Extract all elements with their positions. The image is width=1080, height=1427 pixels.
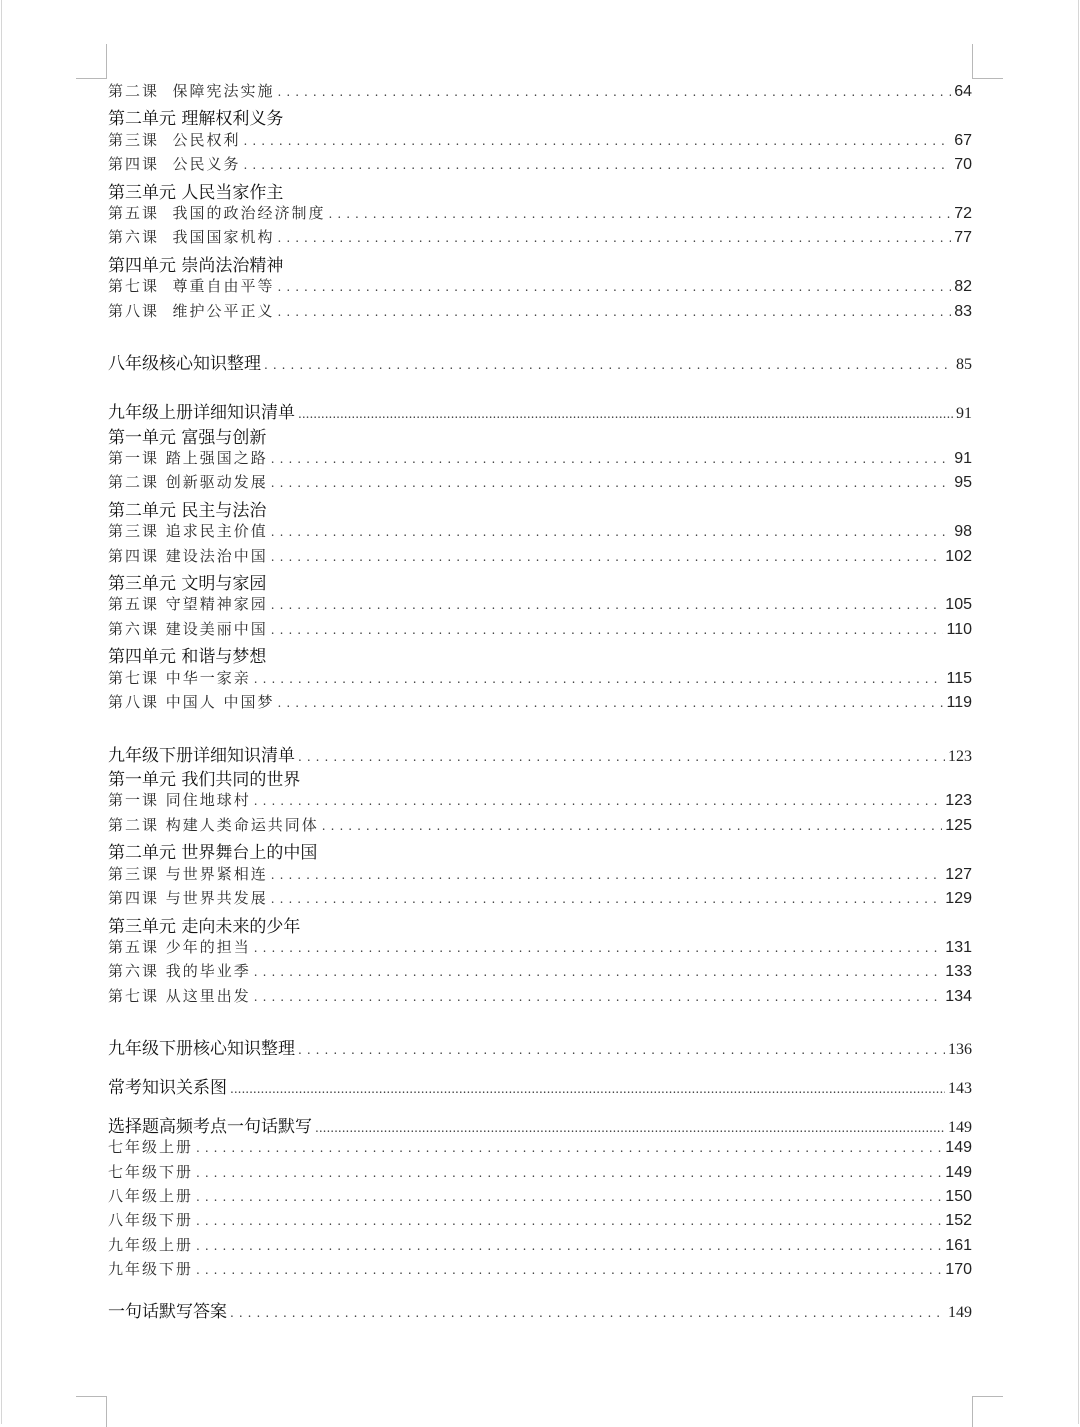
dot-leader (254, 668, 944, 687)
toc-entry-title: 七年级下册 (108, 1163, 194, 1181)
toc-entry-title: 第四单元 崇尚法治精神 (108, 256, 284, 276)
dot-leader (298, 1039, 945, 1058)
dot-leader (196, 1210, 942, 1229)
toc-page-number: 77 (954, 229, 972, 246)
toc-entry-title: 第七课 从这里出发 (108, 987, 251, 1005)
toc-page-number: 119 (946, 694, 972, 711)
dot-leader (278, 227, 952, 246)
toc-page-number: 123 (945, 792, 972, 809)
toc-entry-lesson[interactable] (108, 789, 972, 813)
dot-leader (271, 546, 943, 565)
toc-page-number: 82 (954, 278, 972, 295)
toc-entry-unit[interactable] (108, 912, 972, 936)
toc-entry-lesson[interactable] (108, 863, 972, 887)
toc-entry-lesson[interactable] (108, 520, 972, 544)
dot-leader (271, 448, 951, 467)
toc-entry-lesson[interactable] (108, 202, 972, 226)
dot-leader (244, 154, 952, 173)
toc-entry-title: 第二单元 理解权利义务 (108, 109, 284, 129)
toc-entry-title: 七年级上册 (108, 1138, 194, 1156)
toc-page-number: 150 (945, 1188, 972, 1205)
dot-leader (196, 1259, 942, 1278)
toc-entry-unit[interactable] (108, 838, 972, 862)
toc-entry-title: 八年级上册 (108, 1187, 194, 1205)
toc-page-number: 110 (946, 621, 972, 638)
toc-entry-title: 八年级核心知识整理 (108, 354, 261, 374)
dot-leader (298, 403, 953, 422)
toc-entry-lesson[interactable] (108, 447, 972, 471)
dot-leader (264, 354, 953, 373)
toc-entry-unit[interactable] (108, 569, 972, 593)
toc-entry-lesson[interactable] (108, 667, 972, 691)
toc-entry-title: 第六课 建设美丽中国 (108, 620, 268, 638)
toc-page-number: 149 (948, 1119, 972, 1136)
toc-page-number: 143 (948, 1080, 972, 1097)
toc-entry-lesson[interactable] (108, 936, 972, 960)
dot-leader (271, 521, 951, 540)
toc-entry-lesson[interactable] (108, 593, 972, 617)
dot-leader (196, 1235, 942, 1254)
toc-entry-section[interactable] (108, 398, 972, 422)
dot-leader (196, 1186, 942, 1205)
toc-entry-title: 九年级下册 (108, 1260, 194, 1278)
toc-entry-title: 九年级上册详细知识清单 (108, 403, 295, 423)
toc-entry-lesson[interactable] (108, 960, 972, 984)
toc-page-number: 149 (945, 1164, 972, 1181)
toc-entry-title: 一句话默写答案 (108, 1302, 227, 1322)
toc-page-number: 133 (945, 963, 972, 980)
toc-entry-title: 第二课 保障宪法实施 (108, 82, 275, 100)
toc-entry-section[interactable] (108, 1034, 972, 1058)
toc-page-number: 72 (954, 205, 972, 222)
toc-entry-lesson[interactable] (108, 1161, 972, 1185)
dot-leader (271, 472, 951, 491)
dot-leader (271, 864, 943, 883)
toc-entry-section[interactable] (108, 1112, 972, 1136)
toc-page-number: 129 (945, 890, 972, 907)
toc-page-number: 127 (945, 866, 972, 883)
toc-entry-title: 第四课 与世界共发展 (108, 889, 268, 907)
toc-page-number: 105 (945, 596, 972, 613)
toc-entry-title: 第三课 与世界紧相连 (108, 865, 268, 883)
toc-page-number: 161 (945, 1237, 972, 1254)
toc-entry-title: 第三单元 走向未来的少年 (108, 917, 301, 937)
toc-page-number: 170 (945, 1261, 972, 1278)
toc-entry-lesson[interactable] (108, 1209, 972, 1233)
toc-page-number: 91 (954, 450, 972, 467)
dot-leader (196, 1137, 942, 1156)
toc-entry-title: 第三单元 文明与家园 (108, 574, 267, 594)
dot-leader (254, 790, 943, 809)
toc-page-number: 67 (954, 132, 972, 149)
dot-leader (329, 203, 952, 222)
dot-leader (254, 986, 943, 1005)
toc-entry-title: 第三单元 人民当家作主 (108, 183, 284, 203)
toc-entry-title: 第一课 踏上强国之路 (108, 449, 268, 467)
toc-entry-title: 第五课 我国的政治经济制度 (108, 204, 326, 222)
toc-page-number: 64 (954, 83, 972, 100)
toc-page-number: 125 (945, 817, 972, 834)
dot-leader (196, 1162, 942, 1181)
toc-entry-title: 第一单元 我们共同的世界 (108, 770, 301, 790)
toc-entry-section[interactable] (108, 741, 972, 765)
dot-leader (254, 961, 943, 980)
toc-entry-title: 第五课 守望精神家园 (108, 595, 268, 613)
toc-entry-lesson[interactable] (108, 618, 972, 642)
toc-entry-section[interactable] (108, 1297, 972, 1321)
toc-entry-lesson[interactable] (108, 545, 972, 569)
toc-page-number: 85 (956, 356, 972, 373)
toc-page-number: 95 (954, 474, 972, 491)
toc-entry-title: 九年级下册核心知识整理 (108, 1039, 295, 1059)
toc-entry-lesson[interactable] (108, 691, 972, 715)
dot-leader (278, 276, 952, 295)
dot-leader (230, 1078, 945, 1097)
toc-entry-title: 第五课 少年的担当 (108, 938, 251, 956)
toc-entry-title: 九年级下册详细知识清单 (108, 746, 295, 766)
dot-leader (244, 130, 952, 149)
toc-entry-title: 第八课 中国人 中国梦 (108, 693, 275, 711)
toc-entry-section[interactable] (108, 1073, 972, 1097)
toc-entry-title: 第七课 尊重自由平等 (108, 277, 275, 295)
toc-page-number: 115 (946, 670, 972, 687)
toc-entry-title: 第二课 构建人类命运共同体 (108, 816, 319, 834)
toc-entry-title: 第八课 维护公平正义 (108, 302, 275, 320)
dot-leader (271, 619, 944, 638)
toc-page-number: 123 (948, 748, 972, 765)
toc-entry-unit[interactable] (108, 642, 972, 666)
toc-entry-lesson[interactable] (108, 275, 972, 299)
toc-page-number: 149 (948, 1304, 972, 1321)
toc-page-number: 149 (945, 1139, 972, 1156)
toc-entry-unit[interactable] (108, 104, 972, 128)
crop-mark-bottom-right (972, 1396, 1003, 1427)
toc-page-number: 131 (945, 939, 972, 956)
toc-entry-lesson[interactable] (108, 887, 972, 911)
dot-leader (271, 594, 943, 613)
toc-entry-title: 第六课 我的毕业季 (108, 962, 251, 980)
toc-entry-title: 第二课 创新驱动发展 (108, 473, 268, 491)
toc-entry-lesson[interactable] (108, 814, 972, 838)
toc-entry-unit[interactable] (108, 251, 972, 275)
toc-entry-lesson[interactable] (108, 1258, 972, 1282)
toc-entry-title: 第一课 同住地球村 (108, 791, 251, 809)
toc-entry-lesson[interactable] (108, 1136, 972, 1160)
toc-entry-title: 八年级下册 (108, 1211, 194, 1229)
toc-entry-lesson[interactable] (108, 300, 972, 324)
crop-mark-top-left (76, 44, 107, 79)
toc-entry-lesson[interactable] (108, 471, 972, 495)
dot-leader (298, 746, 945, 765)
toc-entry-lesson[interactable] (108, 1234, 972, 1258)
toc-entry-lesson[interactable] (108, 985, 972, 1009)
toc-entry-section[interactable] (108, 349, 972, 373)
toc-entry-title: 第三课 公民权利 (108, 131, 241, 149)
toc-entry-lesson[interactable] (108, 226, 972, 250)
dot-leader (278, 692, 944, 711)
toc-entry-title: 第四课 建设法治中国 (108, 547, 268, 565)
toc-page-number: 134 (945, 988, 972, 1005)
toc-entry-title: 第四单元 和谐与梦想 (108, 647, 267, 667)
toc-entry-title: 第三课 追求民主价值 (108, 522, 268, 540)
toc-entry-unit[interactable] (108, 765, 972, 789)
dot-leader (230, 1302, 945, 1321)
toc-page-number: 136 (948, 1041, 972, 1058)
crop-mark-bottom-left (76, 1396, 107, 1427)
toc-page-number: 83 (954, 303, 972, 320)
toc-entry-title: 九年级上册 (108, 1236, 194, 1254)
toc-page-number: 91 (956, 405, 972, 422)
toc-entry-title: 第七课 中华一家亲 (108, 669, 251, 687)
dot-leader (278, 81, 952, 100)
toc-entry-unit[interactable] (108, 496, 972, 520)
toc-entry-title: 第二单元 世界舞台上的中国 (108, 843, 318, 863)
dot-leader (322, 815, 943, 834)
toc-entry-lesson[interactable] (108, 129, 972, 153)
dot-leader (278, 301, 952, 320)
toc-entry-title: 选择题高频考点一句话默写 (108, 1117, 312, 1137)
toc-entry-title: 第四课 公民义务 (108, 155, 241, 173)
toc-entry-lesson[interactable] (108, 80, 972, 104)
dot-leader (254, 937, 943, 956)
dot-leader (271, 888, 943, 907)
toc-entry-title: 第一单元 富强与创新 (108, 428, 267, 448)
crop-mark-top-right (972, 44, 1003, 79)
toc-entry-title: 第二单元 民主与法治 (108, 501, 267, 521)
toc-page-number: 70 (954, 156, 972, 173)
toc-entry-title: 第六课 我国国家机构 (108, 228, 275, 246)
dot-leader (315, 1117, 945, 1136)
toc-page-number: 102 (945, 548, 972, 565)
toc-entry-lesson[interactable] (108, 1185, 972, 1209)
toc-entry-title: 常考知识关系图 (108, 1078, 227, 1098)
toc-page-number: 98 (954, 523, 972, 540)
toc-entry-lesson[interactable] (108, 153, 972, 177)
toc-entry-unit[interactable] (108, 423, 972, 447)
toc-page-number: 152 (945, 1212, 972, 1229)
toc-entry-unit[interactable] (108, 178, 972, 202)
